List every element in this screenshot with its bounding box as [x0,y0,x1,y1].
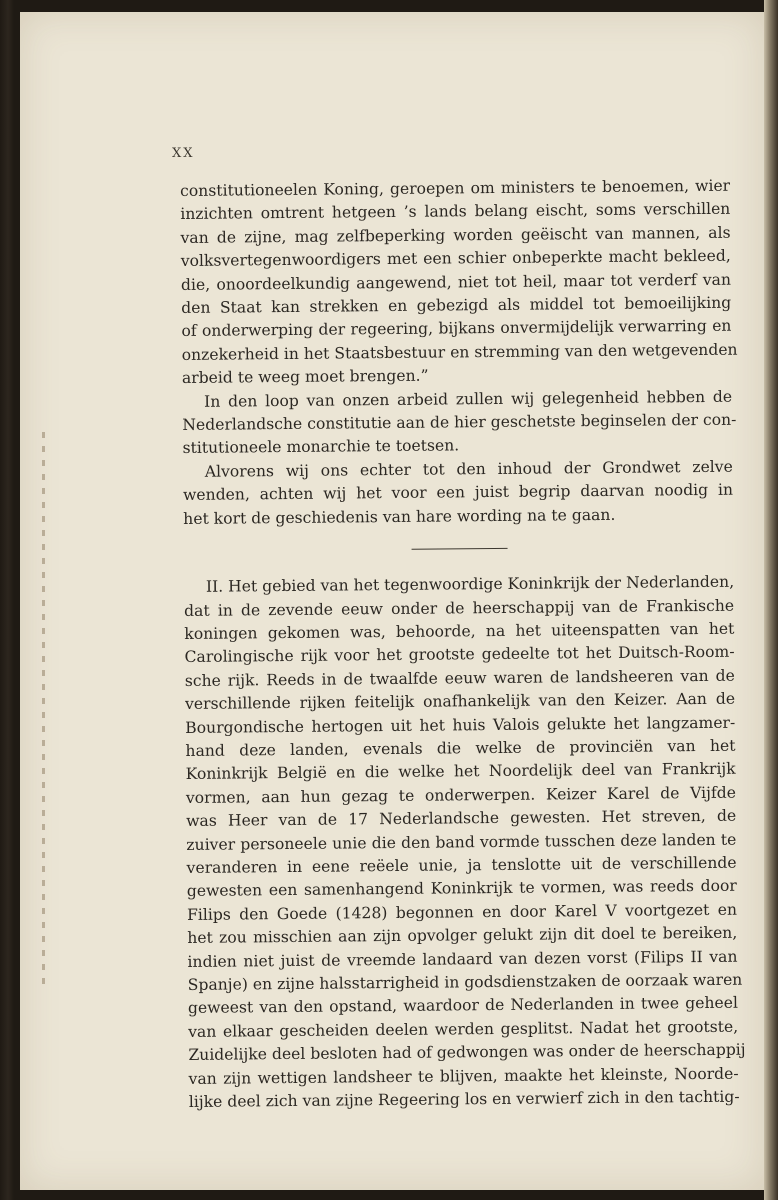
text-line: vormen, aan hun gezag te onderwerpen. Keizer Karel de Vijfde [185,783,736,807]
text-line: van elkaar gescheiden deelen werden gesplitst. Nadat het grootste, [188,1017,739,1041]
text-line: Spanje) en zijne halsstarrigheid in godsdienstzaken de oorzaak waren [187,970,743,994]
text-line: koningen gekomen was, behoorde, na het uiteenspatten van het [184,619,735,643]
paragraph-constitution [182,385,737,460]
paragraph-history-intro [183,456,734,531]
text-line: veranderen in eene reëele unie, ja tenslotte uit de verschillende [186,853,737,877]
text-line: Zuidelijke deel besloten had of gedwongen was onder de heerschappij [188,1040,746,1065]
text-line: of onderwerping der regeering, bijkans onvermijdelijk verwarring en [181,317,732,341]
text-line: Filips den Goede (1428) begonnen en door Karel V voortgezet en [186,900,738,924]
text-line: In den loop van onzen arbeid zullen wij gelegenheid hebben de [204,387,733,411]
page-edge [764,0,778,1200]
text-line: van zijn wettigen landsheer te blijven, maakte het kleinste, Noorde- [188,1064,739,1088]
text-line: sche rijk. Reeds in de twaalfde eeuw waren de landsheeren van de [184,666,735,690]
text-line: hand deze landen, evenals die welke de provinciën van het [185,736,736,760]
text-line: het kort de geschiedenis van hare wording na te gaan. [183,505,616,528]
text-line: die, onoordeelkundig aangewend, niet tot heil, maar tot verderf van [180,270,732,294]
body-text [180,175,746,1115]
text-line: verschillende rijken feitelijk onafhankelijk van den Keizer. Aan de [184,689,736,714]
text-line: Koninkrijk België en die welke het Noordelijk deel van Frankrijk [185,760,736,784]
text-line: constitutioneelen Koning, geroepen om ministers te benoemen, wier [180,176,731,200]
text-line: II. Het gebied van het tegenwoordige Koninkrijk der Nederlanden, [205,572,735,596]
text-line: gewesten een samenhangend Koninkrijk te vormen, was reeds door [186,877,737,901]
text-line: Bourgondische hertogen uit het huis Valois gelukte het langzamer- [185,713,736,737]
text-line: den Staat kan strekken en gebezigd als middel tot bemoeilijking [181,293,732,318]
text-line: lijke deel zich van zijne Regeering los en verwierf zich in den tachtig- [188,1087,740,1111]
binding-shadow [42,432,45,992]
text-line: wenden, achten wij het voor een juist begrip daarvan noodig in [182,480,734,505]
text-line: arbeid te weeg moet brengen.” [181,366,429,388]
text-line: zuiver personeele unie die den band vormde tusschen deze landen te [186,830,737,854]
text-line: inzichten omtrent hetgeen ’s lands belang eischt, soms verschillen [180,200,731,224]
text-line: stitutioneele monarchie te toetsen. [182,436,460,458]
text-line: was Heer van de 17 Nederlandsche gewesten. Het streven, de [186,806,737,831]
paragraph-quote-end [180,175,738,391]
text-line: Alvorens wij ons echter tot den inhoud der Grondwet zelve [204,457,733,481]
text-line: indien niet juist de vreemde landaard van dezen vorst (Filips II van [187,947,738,971]
text-line: dat in de zevende eeuw onder de heerschappij van de Frankische [184,596,735,620]
text-line: onzekerheid in het Staatsbestuur en stremming van den wetgevenden [181,340,738,364]
paragraph-section-ii [184,571,746,1115]
text-line: geweest van den opstand, waardoor de Nederlanden in twee geheel [187,994,739,1018]
text-line: volksvertegenwoordigers met een schier onbeperkte macht bekleed, [180,246,731,271]
text-line: Nederlandsche constitutie aan de hier geschetste beginselen der con- [182,410,737,435]
text-line: Carolingische rijk voor het grootste gedeelte tot het Duitsch-Room- [184,643,735,667]
section-divider [412,548,508,550]
page-number: XX [172,146,195,161]
text-line: het zou misschien aan zijn opvolger gelukt zijn dit doel te bereiken, [187,923,738,948]
book-page [20,12,764,1190]
text-line: van de zijne, mag zelfbeperking worden geëischt van mannen, als [180,223,731,247]
